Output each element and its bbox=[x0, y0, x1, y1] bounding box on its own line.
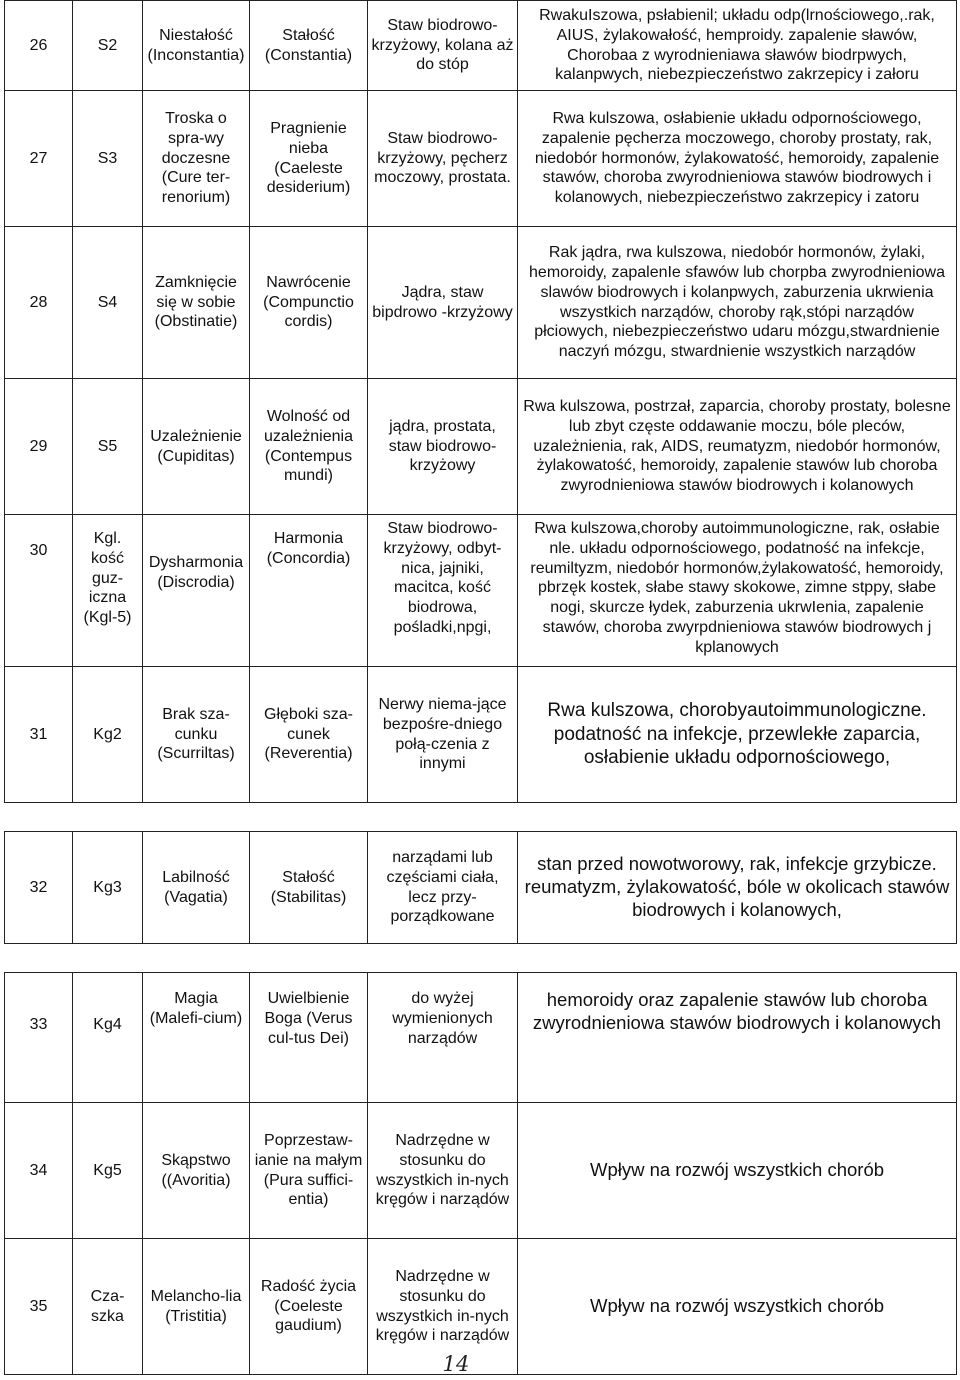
section-gap bbox=[5, 803, 957, 832]
vice-cell: Melancho-lia (Tristitia) bbox=[143, 1239, 250, 1375]
vertebra-code: S5 bbox=[73, 379, 143, 515]
page-number: 14 bbox=[442, 1352, 470, 1376]
diseases-cell: hemoroidy oraz zapalenie stawów lub choroba zwyrodnieniowa stawów biodrowych i kolanowych bbox=[518, 973, 957, 1103]
table-row bbox=[5, 1, 957, 91]
organs-cell: Nadrzędne w stosunku do wszystkich in-nych kręgów i narządów bbox=[368, 1103, 518, 1239]
row-number: 28 bbox=[5, 227, 73, 379]
row-number: 29 bbox=[5, 379, 73, 515]
virtue-cell: Stałość (Stabilitas) bbox=[250, 832, 368, 944]
vertebra-code: Kgl. kość guz-iczna (Kgl-5) bbox=[73, 515, 143, 667]
table-row bbox=[5, 227, 957, 379]
vertebra-code: S3 bbox=[73, 91, 143, 227]
virtue-cell: Głęboki sza-cunek (Reverentia) bbox=[250, 667, 368, 803]
vice-cell: Skąpstwo ((Avoritia) bbox=[143, 1103, 250, 1239]
vertebra-code: Kg3 bbox=[73, 832, 143, 944]
virtue-cell: Uwielbienie Boga (Verus cul-tus Dei) bbox=[250, 973, 368, 1103]
vice-cell: Dysharmonia (Discrodia) bbox=[143, 515, 250, 667]
virtue-cell: Stałość (Constantia) bbox=[250, 1, 368, 91]
diseases-cell: RwakuIszowa, psłabienil; układu odp(lrnościowego,.rak, AIUS, żylakowałość, hemproidy. zapalenie sławów, Chorobaa z wyrodnieniawa sławów biodrpwych, kalanpwych, niebezpieczeństwo zakrzepicy i załoru bbox=[518, 1, 957, 91]
disease-table bbox=[4, 0, 957, 1375]
organs-cell: Staw biodrowo-krzyżowy, odbyt-nica, jajniki, macitca, kość biodrowa, pośladki,npgi, bbox=[368, 515, 518, 667]
virtue-cell: Wolność od uzależnienia (Contempus mundi) bbox=[250, 379, 368, 515]
row-number: 30 bbox=[5, 515, 73, 667]
vice-cell: Magia (Malefi-cium) bbox=[143, 973, 250, 1103]
organs-cell: Jądra, staw bipdrowo -krzyżowy bbox=[368, 227, 518, 379]
organs-cell: Nadrzędne w stosunku do wszystkich in-nych kręgów i narządów bbox=[368, 1239, 518, 1375]
organs-cell: Nerwy niema-jące bezpośre-dniego połą-czenia z innymi bbox=[368, 667, 518, 803]
vertebra-code: Kg2 bbox=[73, 667, 143, 803]
organs-cell: jądra, prostata, staw biodrowo-krzyżowy bbox=[368, 379, 518, 515]
virtue-cell: Radość życia (Coeleste gaudium) bbox=[250, 1239, 368, 1375]
row-number: 33 bbox=[5, 973, 73, 1103]
vice-cell: Zamknięcie się w sobie (Obstinatie) bbox=[143, 227, 250, 379]
vertebra-code: S4 bbox=[73, 227, 143, 379]
diseases-cell: Wpływ na rozwój wszystkich chorób bbox=[518, 1103, 957, 1239]
diseases-cell: Wpływ na rozwój wszystkich chorób bbox=[518, 1239, 957, 1375]
vertebra-code: Cza-szka bbox=[73, 1239, 143, 1375]
virtue-cell: Poprzestaw-ianie na małym (Pura suffici-entia) bbox=[250, 1103, 368, 1239]
row-number: 26 bbox=[5, 1, 73, 91]
table-row bbox=[5, 667, 957, 803]
row-number: 32 bbox=[5, 832, 73, 944]
row-number: 31 bbox=[5, 667, 73, 803]
diseases-cell: Rwa kulszowa, osłabienie układu odpornościowego, zapalenie pęcherza moczowego, choroby prostaty, rak, niedobór hormonów, żylakowatość, hemoroidy, zapalenie stawów, choroba zwyrodnieniowa stawów biodrowych i kolanowych, niebezpieczeństwo zakrzepicy i zatoru bbox=[518, 91, 957, 227]
vertebra-code: Kg5 bbox=[73, 1103, 143, 1239]
section-gap bbox=[5, 944, 957, 973]
virtue-cell: Nawrócenie (Compunctio cordis) bbox=[250, 227, 368, 379]
organs-cell: Staw biodrowo-krzyżowy, pęcherz moczowy, prostata. bbox=[368, 91, 518, 227]
vice-cell: Brak sza-cunku (Scurriltas) bbox=[143, 667, 250, 803]
vice-cell: Troska o spra-wy doczesne (Cure ter-renorium) bbox=[143, 91, 250, 227]
diseases-cell: stan przed nowotworowy, rak, infekcje grzybicze. reumatyzm, żylakowatość, bóle w okolicach stawów biodrowych i kolanowych, bbox=[518, 832, 957, 944]
vertebra-code: S2 bbox=[73, 1, 143, 91]
table-row bbox=[5, 832, 957, 944]
diseases-cell: Rwa kulszowa, chorobyautoimmunologiczne. podatność na infekcje, przewlekłe zaparcia, osłabienie układu odpornościowego, bbox=[518, 667, 957, 803]
organs-cell: narządami lub częściami ciała, lecz przy-porządkowane bbox=[368, 832, 518, 944]
table-row bbox=[5, 515, 957, 667]
table-row bbox=[5, 91, 957, 227]
diseases-cell: Rwa kulszowa, postrzał, zaparcia, choroby prostaty, bolesne lub zbyt częste oddawanie moczu, bóle pleców, uzależnienia, rak, AIDS, reumatyzm, niedobór hormonów, żylakowatość, hemoroidy, zapalenie stawów lub choroba zwyrodnieniowa stawów biodrowych i kolanowych bbox=[518, 379, 957, 515]
vice-cell: Uzależnienie (Cupiditas) bbox=[143, 379, 250, 515]
organs-cell: do wyżej wymienionych narządów bbox=[368, 973, 518, 1103]
table-row bbox=[5, 1103, 957, 1239]
vice-cell: Labilność (Vagatia) bbox=[143, 832, 250, 944]
row-number: 34 bbox=[5, 1103, 73, 1239]
table-row bbox=[5, 973, 957, 1103]
row-number: 27 bbox=[5, 91, 73, 227]
vice-cell: Niestałość (Inconstantia) bbox=[143, 1, 250, 91]
virtue-cell: Harmonia (Concordia) bbox=[250, 515, 368, 667]
virtue-cell: Pragnienie nieba (Caeleste desiderium) bbox=[250, 91, 368, 227]
diseases-cell: Rak jądra, rwa kulszowa, niedobór hormonów, żylaki, hemoroidy, zapalenIe sfawów lub chorpba zwyrodnieniowa slawów biodrowych i kolanpwych, zaburzenia ukrwienia wszystkich narządów, choroby rąk,stópi narządów płciowych, niebezpieczeństwo udaru mózgu,stwardnienie naczyń mózgu, stwardnienie wszystkich narządów bbox=[518, 227, 957, 379]
row-number: 35 bbox=[5, 1239, 73, 1375]
diseases-cell: Rwa kulszowa,choroby autoimmunologiczne, rak, osłabie nle. układu odpornościowego, podatność na infekcje, reumiltyzm, niedobór hormonów,żylakowatość, hemoroidy, pbrzęk kostek, słabe stawy skokowe, zimne stppy, słabe nogi, skurcze łydek, zaburzenia ukrwIenia, zapalenie stawów, choroba zwyrpdnieniowa stawów biodrowych j kplanowych bbox=[518, 515, 957, 667]
organs-cell: Staw biodrowo-krzyżowy, kolana aż do stóp bbox=[368, 1, 518, 91]
vertebra-code: Kg4 bbox=[73, 973, 143, 1103]
table-row bbox=[5, 379, 957, 515]
